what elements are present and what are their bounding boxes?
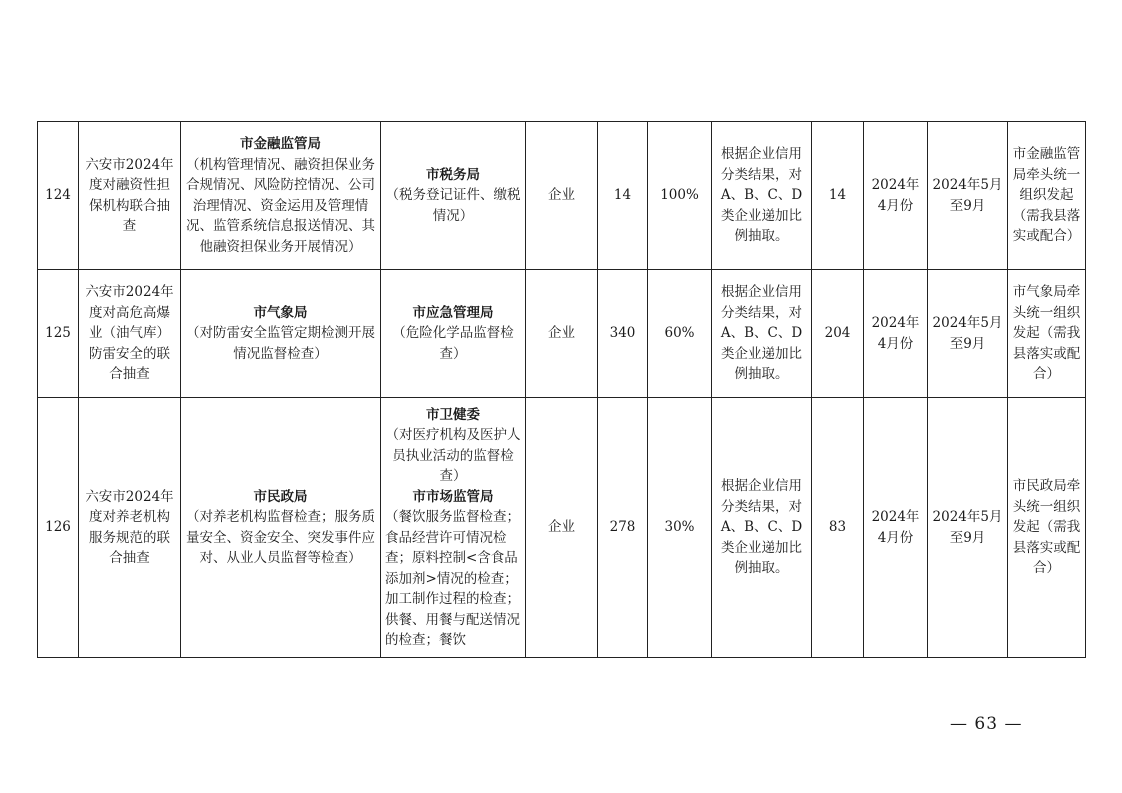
remark: 市气象局牵头统一组织发起（需我县落实或配合） xyxy=(1008,270,1086,398)
lead-department-cell xyxy=(181,398,381,658)
task-name: 六安市2024年度对高危高爆业（油气库）防雷安全的联合抽查 xyxy=(79,270,181,398)
coop-department: 市市场监管局 xyxy=(412,488,494,505)
row-number: 125 xyxy=(38,270,79,398)
coop-items: （对医疗机构及医护人员执业活动的监督检查） xyxy=(385,427,521,484)
lead-items: （机构管理情况、融资担保业务合规情况、风险防控情况、公司治理情况、资金运用及管理情况、监管系统信息报送情况、其他融资担保业务开展情况） xyxy=(186,156,375,255)
table-row xyxy=(38,398,1086,658)
coop-items: （危险化学品监督检查） xyxy=(392,325,514,362)
start-time: 2024年4月份 xyxy=(864,398,928,658)
inspection-period: 2024年5月至9月 xyxy=(928,122,1008,270)
sampling-method: 根据企业信用分类结果，对A、B、C、D类企业递加比例抽取。 xyxy=(712,398,812,658)
sampling-method: 根据企业信用分类结果，对A、B、C、D类企业递加比例抽取。 xyxy=(712,122,812,270)
inspection-period: 2024年5月至9月 xyxy=(928,398,1008,658)
sample-count: 204 xyxy=(812,270,864,398)
table-row xyxy=(38,270,1086,398)
lead-department: 市民政局 xyxy=(253,488,308,505)
table-row xyxy=(38,122,1086,270)
task-name: 六安市2024年度对融资性担保机构联合抽查 xyxy=(79,122,181,270)
page-number: — 63 — xyxy=(950,714,1023,734)
cooperating-department-cell xyxy=(381,398,526,658)
row-number: 124 xyxy=(38,122,79,270)
lead-items: （对防雷安全监管定期检测开展情况监督检查） xyxy=(186,325,375,362)
inspection-table xyxy=(37,121,1086,658)
inspection-object: 企业 xyxy=(526,122,598,270)
object-count: 278 xyxy=(598,398,648,658)
lead-department: 市金融监管局 xyxy=(240,136,321,152)
object-count: 14 xyxy=(598,122,648,270)
coop-department: 市卫健委 xyxy=(426,406,480,423)
start-time: 2024年4月份 xyxy=(864,270,928,398)
coop-items: （餐饮服务监督检查；食品经营许可情况检查；原料控制<含食品添加剂>情况的检查；加工制作过程的检查；供餐、用餐与配送情况的检查；餐饮 xyxy=(385,509,520,648)
sampling-ratio: 100% xyxy=(648,122,712,270)
coop-items: （税务登记证件、缴税情况） xyxy=(385,187,521,224)
lead-department-cell xyxy=(181,122,381,270)
sample-count: 83 xyxy=(812,398,864,658)
remark: 市金融监管局牵头统一组织发起（需我县落实或配合） xyxy=(1008,122,1086,270)
coop-department: 市税务局 xyxy=(426,166,480,183)
coop-department: 市应急管理局 xyxy=(412,304,494,321)
sampling-method: 根据企业信用分类结果，对A、B、C、D类企业递加比例抽取。 xyxy=(712,270,812,398)
lead-department: 市气象局 xyxy=(253,304,308,321)
inspection-period: 2024年5月至9月 xyxy=(928,270,1008,398)
sampling-ratio: 30% xyxy=(648,398,712,658)
lead-items: （对养老机构监督检查；服务质量安全、资金安全、突发事件应对、从业人员监督等检查） xyxy=(186,509,375,566)
start-time: 2024年4月份 xyxy=(864,122,928,270)
object-count: 340 xyxy=(598,270,648,398)
task-name: 六安市2024年度对养老机构服务规范的联合抽查 xyxy=(79,398,181,658)
cooperating-department-cell xyxy=(381,122,526,270)
inspection-object: 企业 xyxy=(526,270,598,398)
remark: 市民政局牵头统一组织发起（需我县落实或配合） xyxy=(1008,398,1086,658)
row-number: 126 xyxy=(38,398,79,658)
sample-count: 14 xyxy=(812,122,864,270)
cooperating-department-cell xyxy=(381,270,526,398)
lead-department-cell xyxy=(181,270,381,398)
inspection-object: 企业 xyxy=(526,398,598,658)
sampling-ratio: 60% xyxy=(648,270,712,398)
